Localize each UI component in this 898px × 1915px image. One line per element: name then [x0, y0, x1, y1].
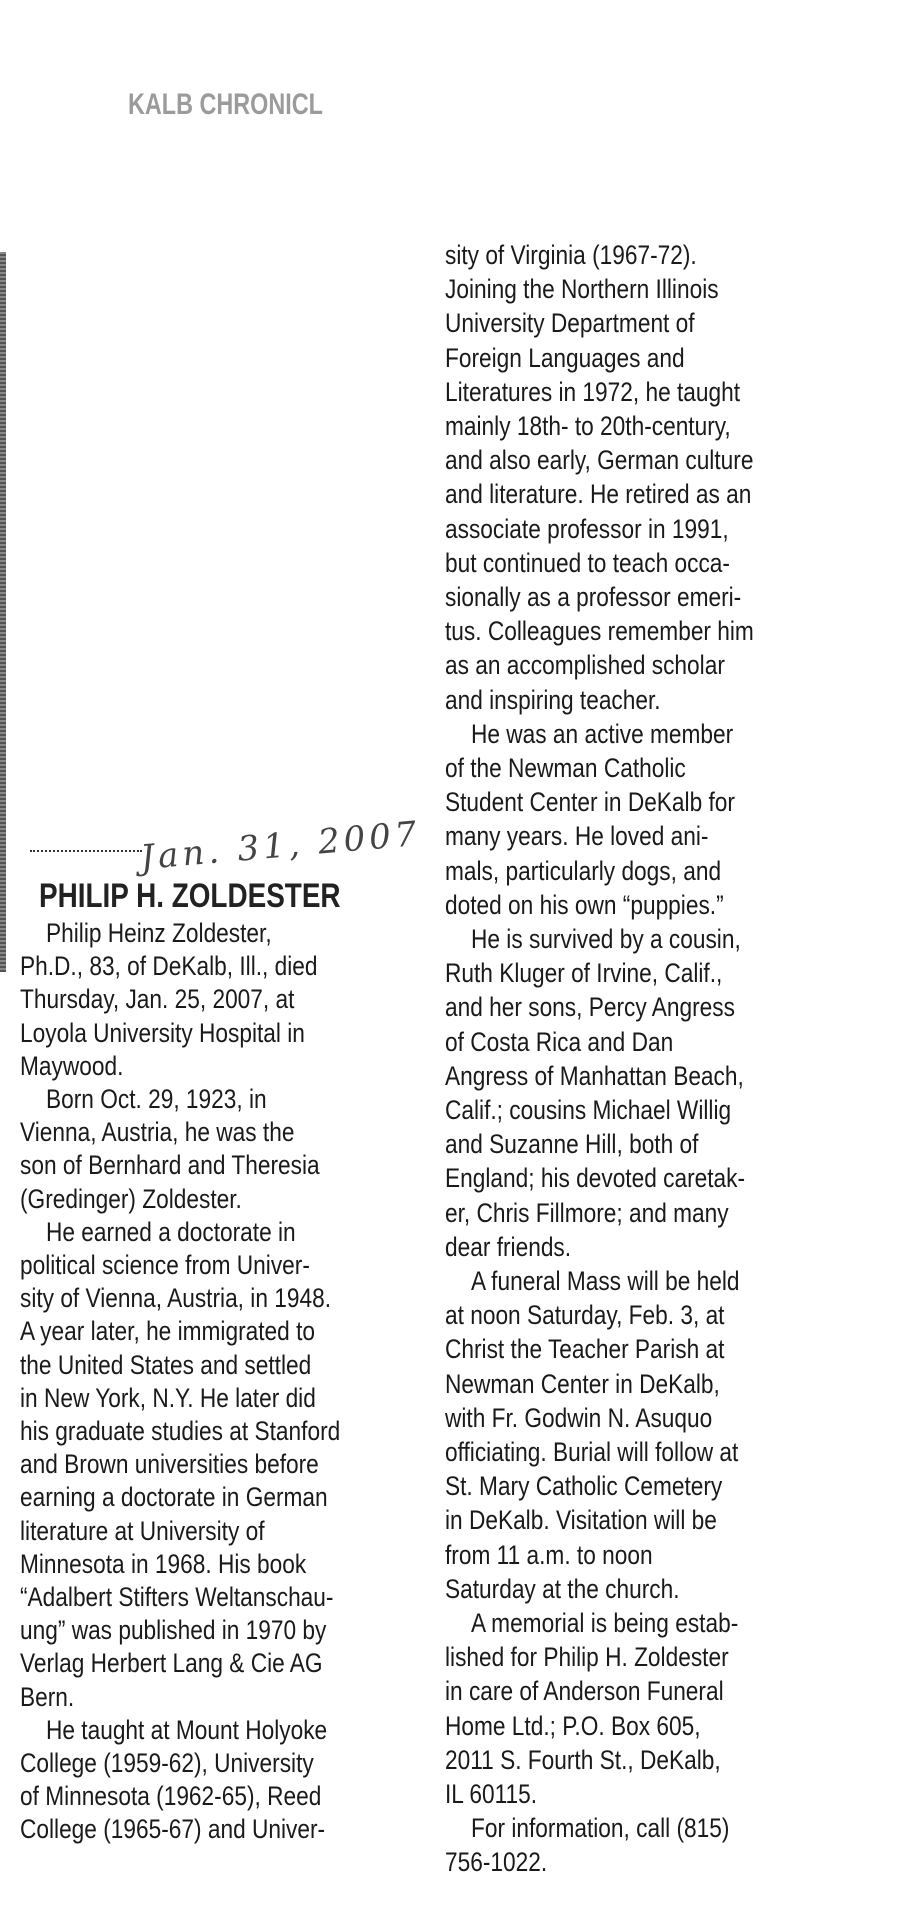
- text-line: mainly 18th- to 20th-century,: [445, 411, 731, 441]
- text-line: political science from Univer-: [20, 1250, 310, 1280]
- text-line: and also early, German culture: [445, 445, 754, 476]
- obituary-headline: PHILIP H. ZOLDESTER: [39, 877, 341, 915]
- text-line: of Minnesota (1962-65), Reed: [20, 1781, 322, 1812]
- text-line: at noon Saturday, Feb. 3, at: [445, 1300, 725, 1331]
- text-line: with Fr. Godwin N. Asuquo: [445, 1402, 713, 1433]
- text-line: associate professor in 1991,: [445, 513, 729, 544]
- text-line: He earned a doctorate in: [46, 1216, 296, 1247]
- text-line: (Gredinger) Zoldester.: [20, 1183, 242, 1214]
- text-line: ung” was published in 1970 by: [20, 1615, 327, 1646]
- text-line: from 11 a.m. to noon: [445, 1539, 653, 1570]
- text-line: literature at University of: [20, 1515, 265, 1546]
- text-line: College (1965-67) and Univer-: [20, 1814, 326, 1845]
- text-line: Christ the Teacher Parish at: [445, 1334, 725, 1365]
- text-line: in DeKalb. Visitation will be: [445, 1505, 717, 1536]
- text-line: tus. Colleagues remember him: [445, 616, 754, 647]
- text-line: He is survived by a cousin,: [471, 924, 741, 954]
- text-line: Philip Heinz Zoldester,: [46, 918, 272, 948]
- text-line: doted on his own “puppies.”: [445, 889, 724, 920]
- text-line: sionally as a professor emeri-: [445, 582, 742, 612]
- text-line: sity of Virginia (1967-72).: [445, 240, 697, 270]
- text-line: Literatures in 1972, he taught: [445, 376, 741, 407]
- text-line: and Suzanne Hill, both of: [445, 1129, 699, 1160]
- text-line: Saturday at the church.: [445, 1573, 680, 1604]
- text-line: Home Ltd.; P.O. Box 605,: [445, 1710, 701, 1741]
- text-line: and inspiring teacher.: [445, 684, 661, 715]
- text-line: the United States and settled: [20, 1349, 312, 1380]
- text-line: Newman Center in DeKalb,: [445, 1368, 720, 1399]
- text-line: dear friends.: [445, 1231, 572, 1262]
- handwritten-date: Jan. 31, 2007: [138, 813, 423, 879]
- text-line: er, Chris Fillmore; and many: [445, 1197, 729, 1228]
- text-line: He was an active member: [471, 718, 734, 749]
- text-line: Ph.D., 83, of DeKalb, Ill., died: [20, 951, 318, 982]
- text-line: in care of Anderson Funeral: [445, 1676, 724, 1707]
- newspaper-stamp: KALB CHRONICL: [128, 88, 323, 121]
- dotted-rule: [30, 850, 142, 852]
- text-line: earning a doctorate in German: [20, 1482, 328, 1513]
- text-line: Angress of Manhattan Beach,: [445, 1060, 744, 1091]
- text-line: 756-1022.: [445, 1847, 548, 1878]
- text-line: Ruth Kluger of Irvine, Calif.,: [445, 958, 723, 989]
- text-line: as an accomplished scholar: [445, 650, 725, 681]
- text-line: sity of Vienna, Austria, in 1948.: [20, 1283, 332, 1314]
- text-line: Vienna, Austria, he was the: [20, 1117, 295, 1148]
- text-line: many years. He loved ani-: [445, 821, 709, 852]
- text-line: University Department of: [445, 308, 695, 339]
- text-line: Joining the Northern Illinois: [445, 274, 719, 305]
- text-line: Thursday, Jan. 25, 2007, at: [20, 984, 295, 1015]
- text-line: lished for Philip H. Zoldester: [445, 1642, 729, 1673]
- text-line: Minnesota in 1968. His book: [20, 1548, 307, 1579]
- text-line: in New York, N.Y. He later did: [20, 1382, 316, 1413]
- text-line: and literature. He retired as an: [445, 479, 752, 510]
- text-line: Foreign Languages and: [445, 342, 685, 373]
- text-line: of Costa Rica and Dan: [445, 1026, 674, 1057]
- text-line: 2011 S. Fourth St., DeKalb,: [445, 1744, 721, 1775]
- text-line: A year later, he immigrated to: [20, 1316, 315, 1347]
- text-line: He taught at Mount Holyoke: [46, 1714, 328, 1745]
- text-line: Bern.: [20, 1681, 75, 1712]
- text-line: Maywood.: [20, 1050, 124, 1081]
- text-line: Loyola University Hospital in: [20, 1017, 305, 1048]
- text-line: St. Mary Catholic Cemetery: [445, 1471, 723, 1502]
- text-line: Calif.; cousins Michael Willig: [445, 1095, 732, 1125]
- text-line: Student Center in DeKalb for: [445, 787, 735, 818]
- text-line: mals, particularly dogs, and: [445, 855, 722, 886]
- text-line: A memorial is being estab-: [471, 1608, 739, 1638]
- text-line: A funeral Mass will be held: [471, 1266, 740, 1296]
- text-line: but continued to teach occa-: [445, 547, 730, 578]
- text-line: Born Oct. 29, 1923, in: [46, 1084, 267, 1114]
- text-line: and Brown universities before: [20, 1449, 319, 1480]
- scan-edge-bar: [0, 252, 6, 972]
- text-line: England; his devoted caretak-: [445, 1163, 746, 1194]
- text-line: son of Bernhard and Theresia: [20, 1150, 320, 1181]
- text-line: of the Newman Catholic: [445, 753, 686, 783]
- text-line: IL 60115.: [445, 1779, 538, 1809]
- text-line: “Adalbert Stifters Weltanschau-: [20, 1582, 334, 1612]
- text-line: Verlag Herbert Lang & Cie AG: [20, 1648, 323, 1679]
- text-line: College (1959-62), University: [20, 1748, 314, 1778]
- text-line: For information, call (815): [471, 1813, 730, 1844]
- text-line: and her sons, Percy Angress: [445, 992, 735, 1023]
- text-line: officiating. Burial will follow at: [445, 1437, 739, 1467]
- text-line: his graduate studies at Stanford: [20, 1416, 341, 1446]
